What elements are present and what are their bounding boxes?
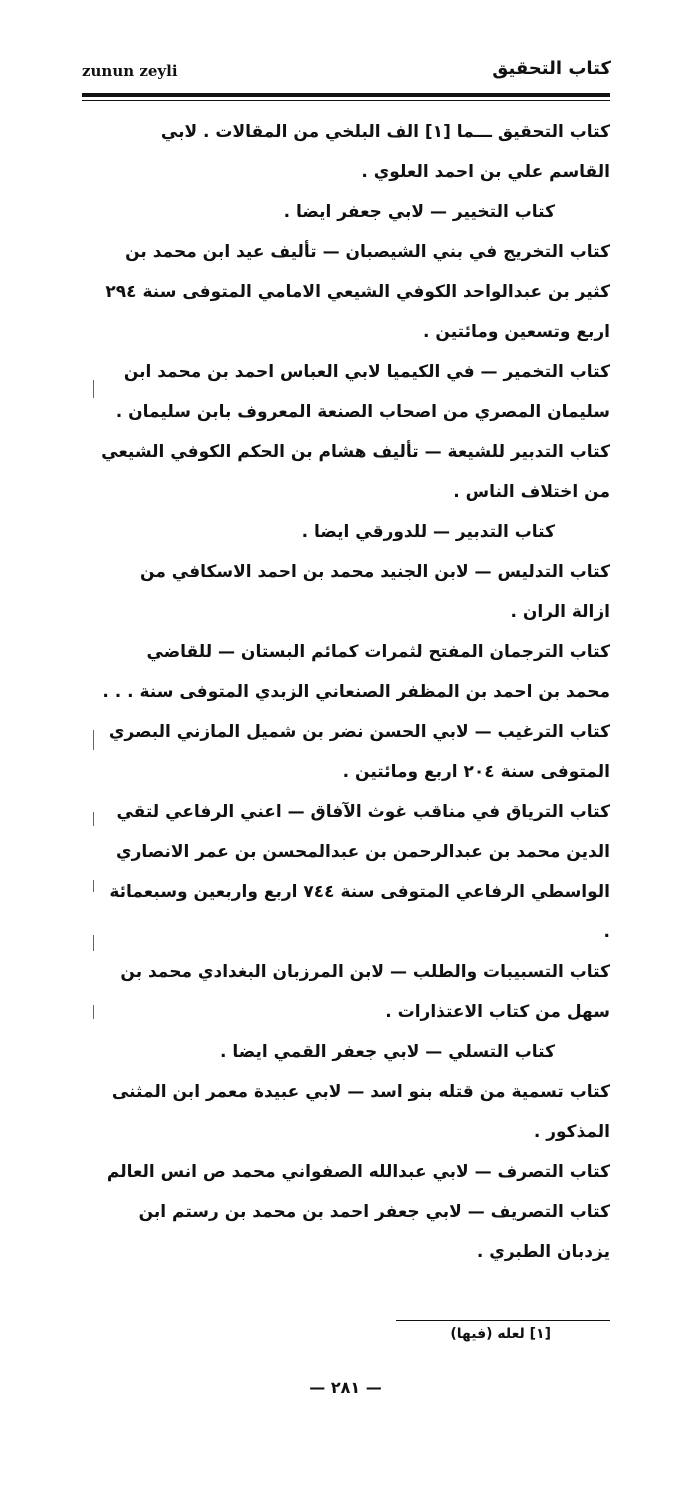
entry (100, 712, 610, 792)
entry-text: كتاب التسبيبات والطلب — لابن المرزبان البغدادي محمد بن سهل من كتاب الاعتذارات . (120, 962, 610, 1022)
entry (100, 1072, 610, 1152)
margin-mark (93, 880, 94, 892)
entry (100, 112, 610, 192)
entry-text: كتاب التخمير — في الكيميا لابي العباس احمد بن محمد ابن سليمان المصري من اصحاب الصنعة المعروف بابن سليمان . (115, 362, 610, 422)
entry-text: كتاب الترغيب — لابي الحسن نضر بن شميل المازني البصري المتوفى سنة ٢٠٤ اربع ومائتين . (108, 722, 610, 782)
entry (100, 352, 610, 432)
entry-text: كتاب التدبير للشيعة — تأليف هشام بن الحكم الكوفي الشيعي من اختلاف الناس . (101, 442, 610, 502)
header-rule-thin (82, 100, 610, 101)
entry (100, 232, 610, 352)
margin-mark (93, 730, 94, 750)
entry (100, 1032, 610, 1072)
footnote-rule (396, 1320, 610, 1321)
footnote: [١] لعله (فيها) (450, 1326, 551, 1342)
entry (100, 512, 610, 552)
entry (100, 1152, 610, 1192)
entry (100, 192, 610, 232)
entry-text: كتاب التخيير — لابي جعفر ايضا . (283, 202, 555, 222)
entry-text: كتاب التحقيق ـــما [١] الف البلخي من المقالات . لابي القاسم علي بن احمد العلوي . (160, 122, 610, 182)
entry-text: كتاب التسلي — لابي جعفر القمي ايضا . (219, 1042, 555, 1062)
header-rule-thick (82, 93, 610, 97)
margin-mark (93, 935, 94, 951)
entry-text: كتاب تسمية من قتله بنو اسد — لابي عبيدة معمر ابن المثنى المذكور . (111, 1082, 610, 1142)
header-right-text: كتاب التحقيق (492, 58, 611, 79)
margin-mark (93, 1005, 94, 1019)
header-left-text: zunun zeyli (82, 62, 178, 80)
entry-text: كتاب التدبير — للدورقي ايضا . (301, 522, 555, 542)
entry-text: كتاب التخريج في بني الشيصبان — تأليف عيد ابن محمد بن كثير بن عبدالواحد الكوفي الشيعي الامامي المتوفى سنة ٢٩٤ اربع وتسعين ومائتين . (105, 242, 610, 342)
entry (100, 1192, 610, 1272)
entry-text: كتاب الترياق في مناقب غوث الآفاق — اعني الرفاعي لتقي الدين محمد بن عبدالرحمن بن عبدالمحسن بن عمر الانصاري الواسطي الرفاعي المتوفى سنة ٧٤٤ اربع واربعين وسبعمائة . (109, 802, 610, 942)
entry (100, 792, 610, 952)
entry (100, 632, 610, 712)
main-text-block (100, 112, 610, 1272)
entry (100, 432, 610, 512)
entry-text: كتاب الترجمان المفتح لثمرات كمائم البستان — للقاضي محمد بن احمد بن المظفر الصنعاني الزبدي المتوفى سنة . . . (102, 642, 610, 702)
margin-mark (93, 812, 94, 826)
entry-text: كتاب التصرف — لابي عبدالله الصفواني محمد ص انس العالم (106, 1162, 610, 1182)
entry-text: كتاب التصريف — لابي جعفر احمد بن محمد بن رستم ابن يزدبان الطبري . (138, 1202, 610, 1262)
page-number: — ٢٨١ — (309, 1378, 382, 1397)
entry-text: كتاب التدليس — لابن الجنيد محمد بن احمد الاسكافي من ازالة الران . (140, 562, 610, 622)
entry (100, 552, 610, 632)
margin-mark (93, 380, 94, 398)
entry (100, 952, 610, 1032)
